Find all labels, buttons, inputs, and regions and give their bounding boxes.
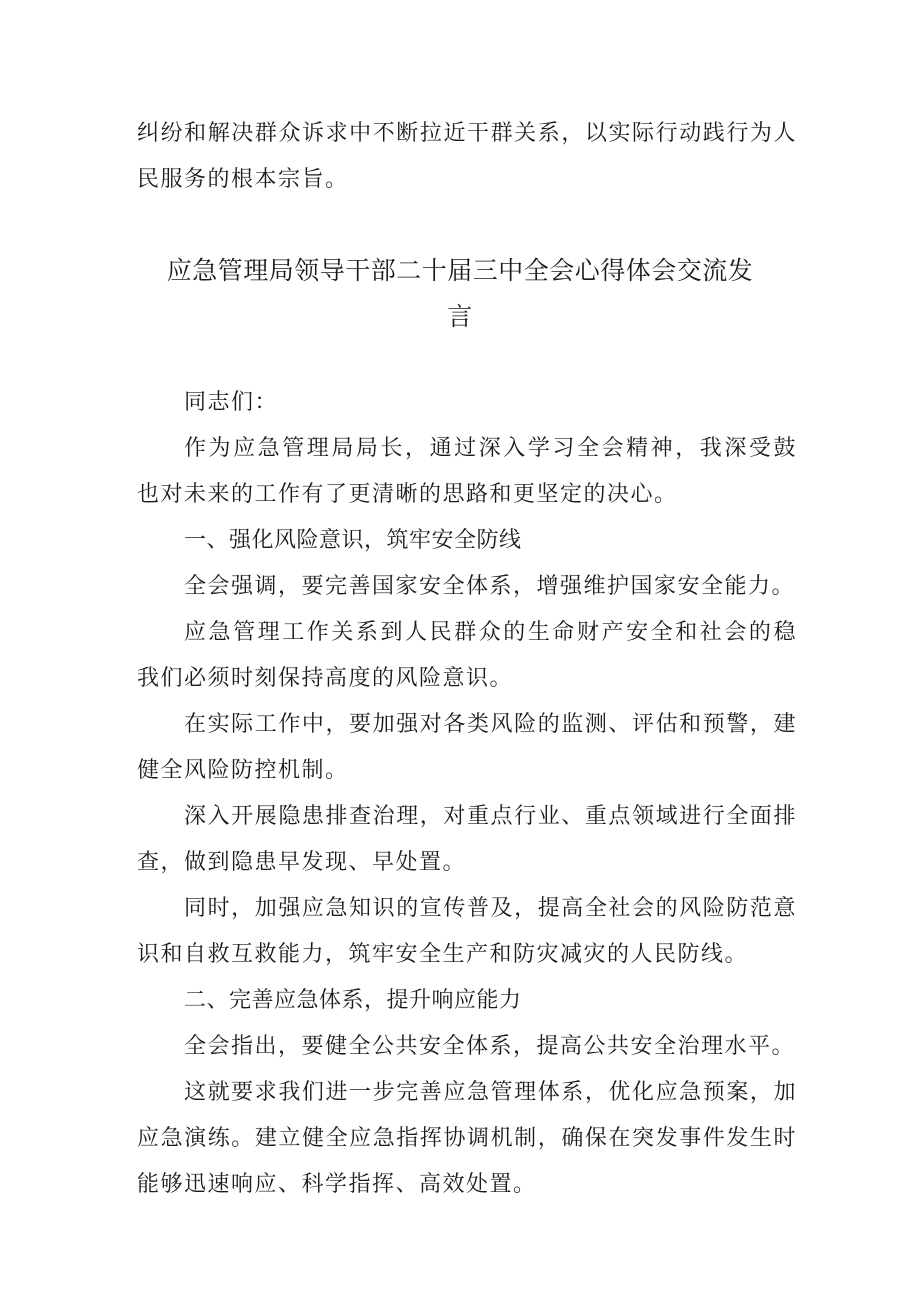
section2-paragraph-1-line-1: 全会指出，要健全公共安全体系，提高公共安全治理水平。 <box>184 1034 796 1059</box>
section1-paragraph-3-line-1: 在实际工作中，要加强对各类风险的监测、评估和预警，建 <box>184 712 797 737</box>
opening-paragraph-line-2: 也对未来的工作有了更清晰的思路和更坚定的决心。 <box>137 482 678 507</box>
section1-paragraph-5-line-2: 识和自救互救能力，筑牢安全生产和防灾减灾的人民防线。 <box>137 942 749 967</box>
opening-paragraph-line-1: 作为应急管理局局长，通过深入学习全会精神，我深受鼓 <box>184 436 797 461</box>
document-title-line-1: 应急管理局领导干部二十届三中全会心得体会交流发 <box>166 256 754 285</box>
section1-paragraph-2-line-2: 我们必须时刻保持高度的风险意识。 <box>137 666 514 691</box>
salutation: 同志们： <box>184 390 279 415</box>
section2-paragraph-2-line-1: 这就要求我们进一步完善应急管理体系，优化应急预案，加 <box>184 1080 797 1105</box>
section2-paragraph-2-line-2: 应急演练。建立健全应急指挥协调机制，确保在突发事件发生时 <box>137 1126 797 1151</box>
section2-paragraph-2-line-3: 能够迅速响应、科学指挥、高效处置。 <box>137 1172 537 1197</box>
intro-paragraph-line-1: 纠纷和解决群众诉求中不断拉近干群关系，以实际行动践行为人 <box>137 121 797 146</box>
section1-paragraph-3-line-2: 健全风险防控机制。 <box>137 758 349 783</box>
section1-paragraph-5-line-1: 同时，加强应急知识的宣传普及，提高全社会的风险防范意 <box>184 896 797 921</box>
section1-paragraph-4-line-2: 查，做到隐患早发现、早处置。 <box>137 850 467 875</box>
intro-paragraph-line-2: 民服务的根本宗旨。 <box>137 167 349 192</box>
section1-paragraph-4-line-1: 深入开展隐患排查治理，对重点行业、重点领域进行全面排 <box>184 804 797 829</box>
section1-paragraph-2-line-1: 应急管理工作关系到人民群众的生命财产安全和社会的稳 <box>184 620 797 645</box>
section1-paragraph-1-line-1: 全会强调，要完善国家安全体系，增强维护国家安全能力。 <box>184 574 796 599</box>
section-heading-1: 一、强化风险意识，筑牢安全防线 <box>184 528 522 553</box>
section-heading-2: 二、完善应急体系，提升响应能力 <box>184 988 522 1013</box>
document-title-line-2: 言 <box>447 302 473 331</box>
